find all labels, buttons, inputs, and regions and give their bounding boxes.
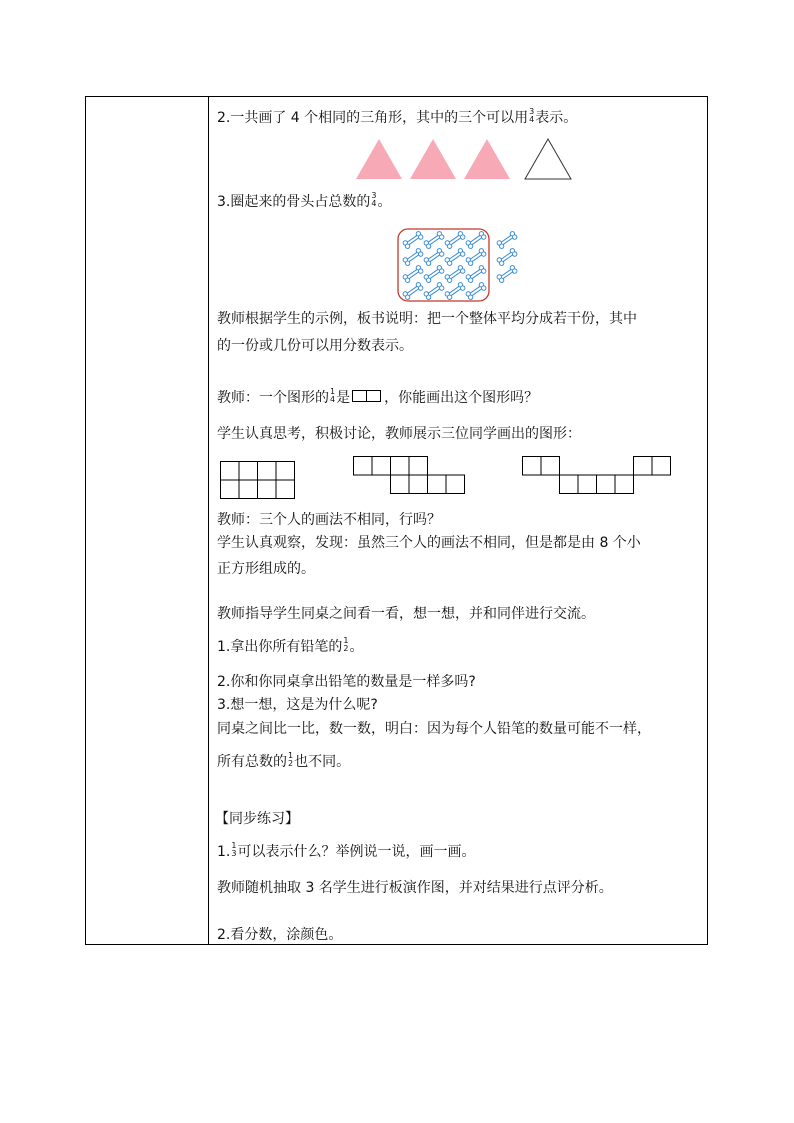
text: 3.圈起来的骨头占总数的 (217, 194, 371, 210)
paragraph-line: 教师：三个人的画法不相同，行吗？ (217, 512, 441, 528)
numerator: 1 (343, 636, 349, 645)
denominator: 4 (371, 199, 377, 208)
fraction (288, 752, 293, 768)
text: 2.一共画了 4 个相同的三角形，其中的三个可以用 (217, 110, 529, 126)
fraction (343, 637, 348, 653)
paragraph-line (217, 753, 350, 771)
paragraph-line: 教师随机抽取 3 名学生进行板演作图，并对结果进行点评分析。 (217, 880, 613, 896)
denominator: 3 (231, 849, 237, 858)
text: 1. (217, 844, 231, 860)
grid-square (258, 480, 277, 499)
grid-square (276, 462, 295, 481)
text: 所有总数的 (217, 754, 287, 770)
exercise-item (217, 843, 475, 861)
grid-square (221, 462, 240, 481)
grid-square (597, 475, 616, 494)
column-divider (208, 97, 209, 944)
denominator: 4 (529, 115, 535, 124)
grid-square (428, 475, 447, 494)
grid-square (652, 457, 671, 476)
text: 是 (336, 390, 351, 406)
grid-square (391, 457, 410, 476)
paragraph-line: 教师根据学生的示例，板书说明：把一个整体平均分成若干份，其中 (217, 311, 637, 327)
grid-square (560, 475, 579, 494)
lesson-content-cell (217, 97, 704, 944)
paragraph-line: 的一份或几份可以用分数表示。 (217, 338, 413, 354)
drawing-3 (523, 457, 671, 494)
grid-square (391, 475, 410, 494)
text: 教师：一个图形的 (217, 390, 329, 406)
numerator: 1 (231, 841, 237, 850)
numerator: 3 (529, 107, 535, 116)
text: 表示。 (535, 110, 578, 126)
grid-square (409, 457, 428, 476)
grid-square (541, 457, 560, 476)
numerator: 1 (288, 751, 294, 760)
grid-square (615, 475, 634, 494)
section-title: 【同步练习】 (215, 811, 299, 827)
grid-square (239, 480, 258, 499)
paragraph-line: 教师指导学生同桌之间看一看，想一想，并和同伴进行交流。 (217, 606, 595, 622)
grid-square (258, 462, 277, 481)
fraction (231, 842, 236, 858)
drawing-1 (221, 462, 295, 499)
denominator: 2 (343, 644, 349, 653)
list-item: 2.你和你同桌拿出铅笔的数量是一样多吗? (217, 674, 476, 690)
text: ，你能画出这个图形吗？ (384, 390, 539, 406)
list-item (217, 638, 363, 656)
grid-square (409, 475, 428, 494)
grid-square (372, 457, 391, 476)
numerator: 1 (330, 387, 336, 396)
grid-square (578, 475, 597, 494)
paragraph-line: 学生认真观察，发现：虽然三个人的画法不相同，但是都是由 8 个小 (217, 535, 641, 551)
text: 。 (349, 639, 364, 655)
paragraph-line: 正方形组成的。 (217, 561, 315, 577)
grid-square (221, 480, 240, 499)
paragraph-line: 学生认真思考，积极讨论，教师展示三位同学画出的图形： (217, 426, 581, 442)
drawing-2 (354, 457, 465, 494)
denominator: 4 (330, 395, 336, 404)
grid-square (239, 462, 258, 481)
grid-square (523, 457, 542, 476)
grid-square (446, 475, 465, 494)
text: 可以表示什么？举例说一说，画一画。 (237, 844, 476, 860)
paragraph-line: 同桌之间比一比，数一数，明白：因为每个人铅笔的数量可能不一样， (217, 721, 651, 737)
lesson-table (85, 96, 708, 945)
grid-square (634, 457, 653, 476)
grid-square (276, 480, 295, 499)
student-drawings (217, 97, 704, 517)
numerator: 3 (371, 191, 377, 200)
text: 1.拿出你所有铅笔的 (217, 639, 343, 655)
list-item: 3.想一想，这是为什么呢? (217, 697, 378, 713)
text: 也不同。 (294, 754, 351, 770)
text: 。 (377, 194, 392, 210)
exercise-item: 2.看分数，涂颜色。 (217, 927, 343, 943)
grid-square (354, 457, 373, 476)
denominator: 2 (288, 759, 294, 768)
